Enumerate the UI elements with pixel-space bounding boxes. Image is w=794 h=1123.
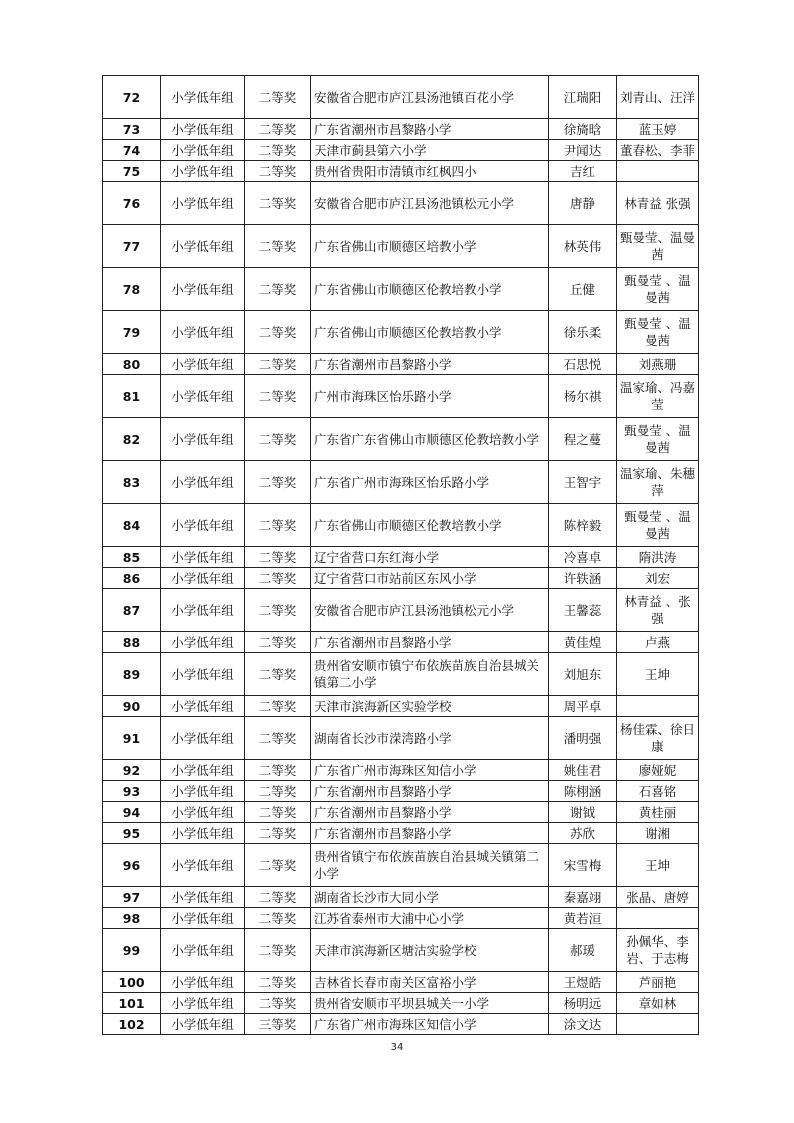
student-cell: 王馨蕊 [549,589,617,632]
group-cell: 小学低年组 [161,887,245,908]
row-number: 80 [103,354,161,375]
school-cell: 天津市滨海新区塘沽实验学校 [311,929,549,972]
table-row [103,182,699,225]
award-cell: 二等奖 [245,887,311,908]
school-cell: 天津市蓟县第六小学 [311,140,549,161]
school-cell: 广东省佛山市顺德区伦教培教小学 [311,268,549,311]
award-cell: 二等奖 [245,354,311,375]
student-cell: 谢钺 [549,802,617,823]
student-cell: 许轶涵 [549,568,617,589]
row-number: 79 [103,311,161,354]
teacher-cell [617,908,699,929]
student-cell: 周平卓 [549,696,617,717]
award-cell: 二等奖 [245,717,311,760]
group-cell: 小学低年组 [161,182,245,225]
student-cell: 刘旭东 [549,653,617,696]
row-number: 78 [103,268,161,311]
row-number: 94 [103,802,161,823]
school-cell: 安徽省合肥市庐江县汤池镇百花小学 [311,76,549,119]
group-cell: 小学低年组 [161,375,245,418]
teacher-cell: 谢湘 [617,823,699,844]
student-cell: 石思悦 [549,354,617,375]
student-cell: 吉红 [549,161,617,182]
award-cell: 二等奖 [245,929,311,972]
school-cell: 广东省佛山市顺德区伦教培教小学 [311,311,549,354]
student-cell: 尹闻达 [549,140,617,161]
award-cell: 二等奖 [245,632,311,653]
group-cell: 小学低年组 [161,568,245,589]
group-cell: 小学低年组 [161,161,245,182]
teacher-cell: 刘燕珊 [617,354,699,375]
school-cell: 广东省潮州市昌黎路小学 [311,632,549,653]
award-cell: 二等奖 [245,653,311,696]
award-cell: 二等奖 [245,461,311,504]
row-number: 75 [103,161,161,182]
award-cell: 二等奖 [245,589,311,632]
group-cell: 小学低年组 [161,781,245,802]
group-cell: 小学低年组 [161,823,245,844]
student-cell: 丘健 [549,268,617,311]
award-cell: 二等奖 [245,311,311,354]
group-cell: 小学低年组 [161,844,245,887]
teacher-cell: 卢燕 [617,632,699,653]
row-number: 102 [103,1014,161,1035]
teacher-cell: 蓝玉婷 [617,119,699,140]
student-cell: 徐乐柔 [549,311,617,354]
school-cell: 广东省潮州市昌黎路小学 [311,354,549,375]
award-list-table [102,75,699,1035]
school-cell: 广东省潮州市昌黎路小学 [311,119,549,140]
teacher-cell: 杨佳霖、徐日康 [617,717,699,760]
school-cell: 广东省广东省佛山市顺德区伦教培教小学 [311,418,549,461]
table-row [103,76,699,119]
row-number: 77 [103,225,161,268]
group-cell: 小学低年组 [161,418,245,461]
student-cell: 杨尔祺 [549,375,617,418]
table-row [103,908,699,929]
group-cell: 小学低年组 [161,119,245,140]
award-cell: 二等奖 [245,119,311,140]
student-cell: 陈栩涵 [549,781,617,802]
student-cell: 林英伟 [549,225,617,268]
award-cell: 二等奖 [245,418,311,461]
student-cell: 潘明强 [549,717,617,760]
student-cell: 唐静 [549,182,617,225]
award-cell: 二等奖 [245,76,311,119]
row-number: 76 [103,182,161,225]
student-cell: 冷喜卓 [549,547,617,568]
table-row [103,589,699,632]
student-cell: 黄若洹 [549,908,617,929]
school-cell: 安徽省合肥市庐江县汤池镇松元小学 [311,182,549,225]
row-number: 84 [103,504,161,547]
group-cell: 小学低年组 [161,140,245,161]
teacher-cell: 廖娅妮 [617,760,699,781]
teacher-cell: 刘宏 [617,568,699,589]
table-row [103,225,699,268]
student-cell: 江瑞阳 [549,76,617,119]
school-cell: 贵州省贵阳市清镇市红枫四小 [311,161,549,182]
award-cell: 二等奖 [245,781,311,802]
table-row [103,268,699,311]
row-number: 89 [103,653,161,696]
award-cell: 三等奖 [245,1014,311,1035]
teacher-cell: 林青益 、张强 [617,589,699,632]
table-row [103,717,699,760]
award-cell: 二等奖 [245,844,311,887]
school-cell: 天津市滨海新区实验学校 [311,696,549,717]
award-cell: 二等奖 [245,140,311,161]
row-number: 93 [103,781,161,802]
school-cell: 辽宁省营口市站前区东风小学 [311,568,549,589]
student-cell: 涂文达 [549,1014,617,1035]
teacher-cell: 甄曼莹 、温曼茜 [617,504,699,547]
student-cell: 程之蔓 [549,418,617,461]
group-cell: 小学低年组 [161,696,245,717]
group-cell: 小学低年组 [161,908,245,929]
teacher-cell: 刘青山、汪洋 [617,76,699,119]
award-cell: 二等奖 [245,161,311,182]
table-row [103,760,699,781]
group-cell: 小学低年组 [161,225,245,268]
school-cell: 湖南省长沙市大同小学 [311,887,549,908]
table-row [103,375,699,418]
teacher-cell: 王坤 [617,653,699,696]
award-cell: 二等奖 [245,802,311,823]
table-row [103,161,699,182]
row-number: 100 [103,972,161,993]
table-row [103,823,699,844]
table-row [103,993,699,1014]
student-cell: 杨明远 [549,993,617,1014]
award-cell: 二等奖 [245,547,311,568]
school-cell: 辽宁省营口东红海小学 [311,547,549,568]
group-cell: 小学低年组 [161,1014,245,1035]
school-cell: 贵州省镇宁布依族苗族自治县城关镇第二小学 [311,844,549,887]
table-row [103,972,699,993]
student-cell: 徐旖晗 [549,119,617,140]
table-row [103,418,699,461]
student-cell: 宋雪梅 [549,844,617,887]
group-cell: 小学低年组 [161,547,245,568]
table-row [103,802,699,823]
award-cell: 二等奖 [245,375,311,418]
school-cell: 湖南省长沙市溁湾路小学 [311,717,549,760]
teacher-cell: 石喜铭 [617,781,699,802]
award-cell: 二等奖 [245,993,311,1014]
table-row [103,547,699,568]
award-cell: 二等奖 [245,972,311,993]
table-row [103,696,699,717]
award-cell: 二等奖 [245,696,311,717]
school-cell: 安徽省合肥市庐江县汤池镇松元小学 [311,589,549,632]
school-cell: 广州市海珠区怡乐路小学 [311,375,549,418]
student-cell: 黄佳煌 [549,632,617,653]
row-number: 87 [103,589,161,632]
table-row [103,653,699,696]
row-number: 85 [103,547,161,568]
award-cell: 二等奖 [245,504,311,547]
group-cell: 小学低年组 [161,802,245,823]
teacher-cell: 林青益 张强 [617,182,699,225]
group-cell: 小学低年组 [161,311,245,354]
award-cell: 二等奖 [245,268,311,311]
teacher-cell: 甄曼莹 、温曼茜 [617,268,699,311]
row-number: 73 [103,119,161,140]
row-number: 90 [103,696,161,717]
teacher-cell: 董春松、李菲 [617,140,699,161]
teacher-cell: 温家瑜、朱穗萍 [617,461,699,504]
teacher-cell [617,696,699,717]
group-cell: 小学低年组 [161,268,245,311]
group-cell: 小学低年组 [161,653,245,696]
teacher-cell: 隋洪涛 [617,547,699,568]
school-cell: 广东省广州市海珠区怡乐路小学 [311,461,549,504]
group-cell: 小学低年组 [161,354,245,375]
row-number: 97 [103,887,161,908]
school-cell: 江苏省泰州市大浦中心小学 [311,908,549,929]
student-cell: 姚佳君 [549,760,617,781]
table-row [103,461,699,504]
table-row [103,844,699,887]
row-number: 82 [103,418,161,461]
school-cell: 广东省广州市海珠区知信小学 [311,760,549,781]
row-number: 83 [103,461,161,504]
table-row [103,354,699,375]
row-number: 96 [103,844,161,887]
table-row [103,1014,699,1035]
teacher-cell: 甄曼莹 、温曼茜 [617,311,699,354]
row-number: 81 [103,375,161,418]
table-row [103,887,699,908]
school-cell: 广东省潮州市昌黎路小学 [311,802,549,823]
teacher-cell: 张晶、唐婷 [617,887,699,908]
teacher-cell: 孙佩华、李岩、于志梅 [617,929,699,972]
group-cell: 小学低年组 [161,972,245,993]
group-cell: 小学低年组 [161,929,245,972]
school-cell: 贵州省安顺市镇宁布依族苗族自治县城关镇第二小学 [311,653,549,696]
row-number: 86 [103,568,161,589]
award-cell: 二等奖 [245,908,311,929]
teacher-cell: 甄曼莹 、温曼茜 [617,418,699,461]
school-cell: 广东省潮州市昌黎路小学 [311,781,549,802]
school-cell: 广东省广州市海珠区知信小学 [311,1014,549,1035]
table-row [103,504,699,547]
student-cell: 王智宇 [549,461,617,504]
group-cell: 小学低年组 [161,504,245,547]
school-cell: 广东省佛山市顺德区伦教培教小学 [311,504,549,547]
table-row [103,632,699,653]
row-number: 88 [103,632,161,653]
school-cell: 吉林省长春市南关区富裕小学 [311,972,549,993]
table-row [103,119,699,140]
table-row [103,781,699,802]
teacher-cell [617,1014,699,1035]
student-cell: 秦嘉翊 [549,887,617,908]
group-cell: 小学低年组 [161,993,245,1014]
award-cell: 二等奖 [245,568,311,589]
award-cell: 二等奖 [245,760,311,781]
award-rows [103,76,699,1035]
row-number: 101 [103,993,161,1014]
page-number: 34 [390,1042,404,1053]
school-cell: 广东省佛山市顺德区培教小学 [311,225,549,268]
row-number: 98 [103,908,161,929]
group-cell: 小学低年组 [161,76,245,119]
award-cell: 二等奖 [245,823,311,844]
school-cell: 广东省潮州市昌黎路小学 [311,823,549,844]
teacher-cell: 黄桂丽 [617,802,699,823]
student-cell: 郝瑗 [549,929,617,972]
row-number: 99 [103,929,161,972]
group-cell: 小学低年组 [161,589,245,632]
table-row [103,568,699,589]
teacher-cell: 温家瑜、冯嘉莹 [617,375,699,418]
table-row [103,929,699,972]
teacher-cell: 芦丽艳 [617,972,699,993]
award-cell: 二等奖 [245,225,311,268]
group-cell: 小学低年组 [161,760,245,781]
group-cell: 小学低年组 [161,717,245,760]
teacher-cell: 甄曼莹、温曼茜 [617,225,699,268]
group-cell: 小学低年组 [161,632,245,653]
group-cell: 小学低年组 [161,461,245,504]
student-cell: 陈梓毅 [549,504,617,547]
student-cell: 王煜皓 [549,972,617,993]
teacher-cell [617,161,699,182]
student-cell: 苏欣 [549,823,617,844]
award-cell: 二等奖 [245,182,311,225]
school-cell: 贵州省安顺市平坝县城关一小学 [311,993,549,1014]
teacher-cell: 王坤 [617,844,699,887]
row-number: 72 [103,76,161,119]
row-number: 95 [103,823,161,844]
row-number: 91 [103,717,161,760]
table-row [103,140,699,161]
table-row [103,311,699,354]
row-number: 74 [103,140,161,161]
row-number: 92 [103,760,161,781]
teacher-cell: 章如林 [617,993,699,1014]
